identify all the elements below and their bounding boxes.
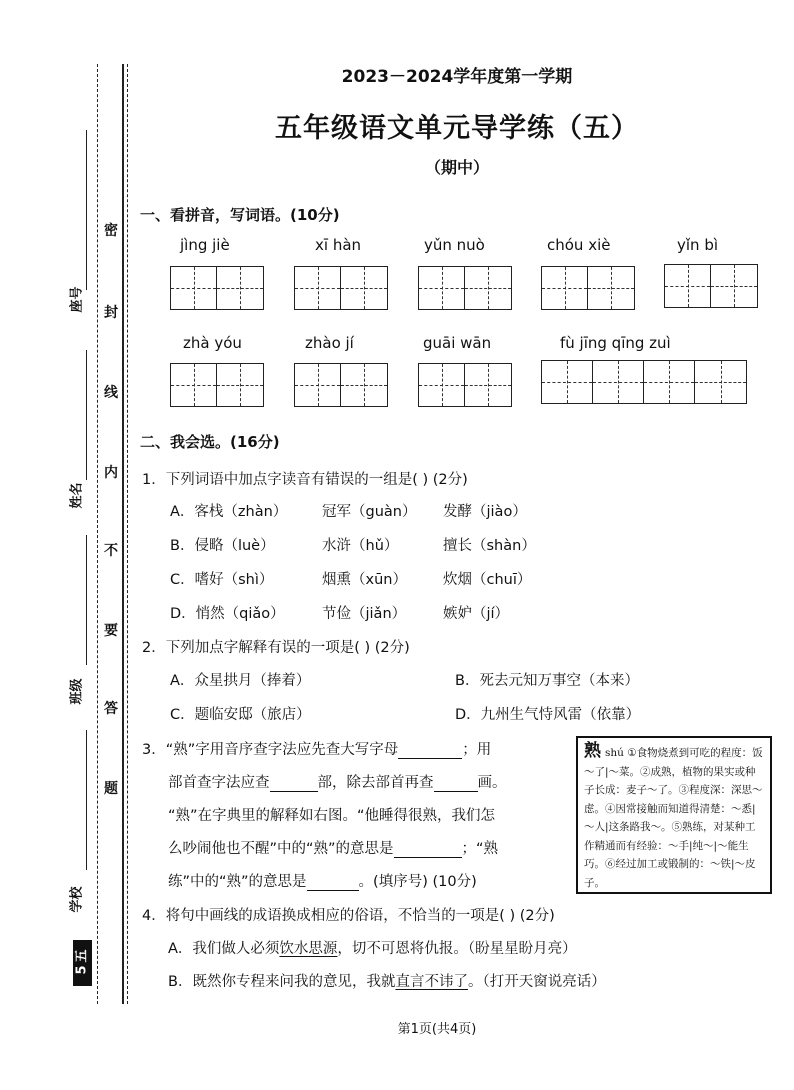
q4-a-pre: A．我们做人必须 xyxy=(168,941,280,957)
class-label: 班级 xyxy=(69,678,85,705)
grid-cell[interactable] xyxy=(593,361,644,403)
q4-b-underlined-idiom: 直言不讳了 xyxy=(395,974,468,990)
q4-option-b xyxy=(168,970,606,991)
seal-char-6: 要 xyxy=(104,623,118,639)
section1-heading: 一、看拼音，写词语。(10分) xyxy=(140,206,340,224)
seal-char-8: 题 xyxy=(104,781,118,797)
q2-option-d: D．九州生气恃风雷（依靠） xyxy=(455,707,641,723)
grid-cell[interactable] xyxy=(644,361,695,403)
writing-grid-row1-3[interactable] xyxy=(418,266,512,310)
q1-option-d-1: D．悄然（qiǎo） xyxy=(170,606,285,622)
q1-option-c-1: C．嗜好（shì） xyxy=(170,572,274,588)
q4-b-post: 。（打开天窗说亮话） xyxy=(467,974,606,990)
q2-option-a: A．众星拱月（捧着） xyxy=(170,673,311,689)
writing-grid-row1-1[interactable] xyxy=(170,266,264,310)
q3-line5 xyxy=(168,870,477,891)
school-label: 学校 xyxy=(69,886,85,913)
seal-char-3: 线 xyxy=(104,385,118,401)
grid-cell[interactable] xyxy=(217,364,263,406)
school-write-line xyxy=(86,730,87,870)
grid-cell[interactable] xyxy=(171,364,217,406)
q1-option-d-3: 嫉妒（jí） xyxy=(443,606,510,622)
q2-option-c: C．题临安邸（旅店） xyxy=(170,707,311,723)
pinyin-row1-4: chóu xiè xyxy=(547,236,611,254)
dictionary-headword: 熟 xyxy=(584,741,601,761)
writing-grid-row2-1[interactable] xyxy=(170,363,264,407)
q4-option-a xyxy=(168,937,577,958)
grid-cell[interactable] xyxy=(695,361,746,403)
q3-blank-radical[interactable] xyxy=(270,791,318,792)
q4-stem: 4．将句中画线的成语换成相应的俗语，不恰当的一项是( ) (2分) xyxy=(142,908,555,924)
q3-line2-text-c: 画。 xyxy=(477,775,507,791)
grid-cell[interactable] xyxy=(665,265,711,307)
writing-grid-row2-3[interactable] xyxy=(418,363,512,407)
name-write-line xyxy=(86,350,87,480)
q1-stem: 1．下列词语中加点字读音有错误的一组是( ) (2分) xyxy=(142,472,468,488)
q1-option-d-2: 节俭（jiǎn） xyxy=(322,606,407,622)
q4-b-pre: B．既然你专程来问我的意见，我就 xyxy=(168,974,396,990)
binding-solid-line xyxy=(122,64,124,1004)
class-write-line xyxy=(86,535,87,665)
q3-line4-text-a: 么吵闹他也不醒”中的“熟”的意思是 xyxy=(168,841,394,857)
section2-heading: 二、我会选。(16分) xyxy=(140,433,280,451)
page-subtitle: （期中） xyxy=(424,158,489,177)
q4-a-underlined-idiom: 饮水思源 xyxy=(279,941,338,957)
q1-option-b-1: B．侵略（luè） xyxy=(170,538,275,554)
grid-cell[interactable] xyxy=(171,267,217,309)
q1-option-b-2: 水浒（hǔ） xyxy=(322,538,399,554)
q1-option-a-2: 冠军（guàn） xyxy=(322,504,417,520)
q3-blank-strokes[interactable] xyxy=(434,791,478,792)
q3-blank-meaning1[interactable] xyxy=(394,857,462,858)
q4-a-post: ，切不可恩将仇报。（盼星星盼月亮） xyxy=(337,941,577,957)
binding-dashed-line-inner xyxy=(127,64,128,1004)
q3-line5-text-b: 。(填序号) (10分) xyxy=(358,874,477,890)
grid-cell[interactable] xyxy=(465,364,511,406)
q3-blank-letter[interactable] xyxy=(398,758,462,759)
q3-line1 xyxy=(142,738,491,759)
seal-char-4: 内 xyxy=(104,465,118,481)
writing-grid-row2-4[interactable] xyxy=(541,360,747,404)
q3-blank-meaning2[interactable] xyxy=(307,890,359,891)
page-footer: 第1页(共4页) xyxy=(397,1022,477,1037)
grid-cell[interactable] xyxy=(419,267,465,309)
pinyin-row2-1: zhà yóu xyxy=(183,334,242,352)
grid-cell[interactable] xyxy=(711,265,757,307)
q3-line2-text-b: 部，除去部首再查 xyxy=(317,775,434,791)
grid-cell[interactable] xyxy=(419,364,465,406)
seal-char-5: 不 xyxy=(104,543,118,559)
q3-line2 xyxy=(168,771,507,792)
grid-cell[interactable] xyxy=(295,267,341,309)
grid-cell[interactable] xyxy=(542,361,593,403)
grid-cell[interactable] xyxy=(542,267,588,309)
q3-line5-text-a: 练”中的“熟”的意思是 xyxy=(168,874,307,890)
q3-line4-text-b: ；“熟 xyxy=(461,841,499,857)
q3-line1-text-b: ；用 xyxy=(462,742,492,758)
name-label: 姓名 xyxy=(69,482,85,509)
pinyin-row2-2: zhào jí xyxy=(305,334,354,352)
q3-line3: “熟”在字典里的解释如右图。“他睡得很熟，我们怎 xyxy=(168,808,496,824)
seal-char-1: 密 xyxy=(104,223,118,239)
q2-option-b: B．死去元知万事空（本来） xyxy=(455,673,639,689)
writing-grid-row2-2[interactable] xyxy=(294,363,388,407)
tab-char-2: 5 xyxy=(74,965,90,975)
q1-option-b-3: 擅长（shàn） xyxy=(443,538,536,554)
pinyin-row2-3: guāi wān xyxy=(423,334,492,352)
pinyin-row1-3: yǔn nuò xyxy=(424,236,485,254)
q3-line2-text-a: 部首查字法应查 xyxy=(168,775,270,791)
grid-cell[interactable] xyxy=(465,267,511,309)
page-tab-mark xyxy=(73,940,92,986)
writing-grid-row1-4[interactable] xyxy=(541,266,635,310)
school-year: 2023－2024学年度第一学期 xyxy=(341,67,573,87)
writing-grid-row1-2[interactable] xyxy=(294,266,388,310)
binding-dashed-line-outer xyxy=(97,64,98,1004)
grid-cell[interactable] xyxy=(588,267,634,309)
page-title: 五年级语文单元导学练（五） xyxy=(275,113,639,144)
writing-grid-row1-5[interactable] xyxy=(664,264,758,308)
q3-line4 xyxy=(168,837,498,858)
pinyin-row1-2: xī hàn xyxy=(315,236,362,254)
grid-cell[interactable] xyxy=(295,364,341,406)
grid-cell[interactable] xyxy=(341,267,387,309)
pinyin-row1-5: yǐn bì xyxy=(677,236,719,254)
dictionary-text: shú ①食物烧煮到可吃的程度：饭～了|～菜。②成熟，植物的果实或种子长成：麦子～了。③程度深：深思～虑。④因常接触而知道得清楚：～悉|～人|这条路我～。⑤熟练，对某种工作精通而有经验：～手|纯～|～能生巧。⑥经过加工或锻制的：～铁|～皮子。 xyxy=(584,747,763,889)
q1-option-c-3: 炊烟（chuī） xyxy=(443,572,532,588)
dictionary-entry-box xyxy=(576,736,772,894)
seal-char-7: 答 xyxy=(104,701,118,717)
seat-label: 座号 xyxy=(69,286,85,313)
q1-option-a-3: 发酵（jiào） xyxy=(443,504,527,520)
q1-option-c-2: 烟熏（xūn） xyxy=(322,572,407,588)
tab-char-1: 五 xyxy=(74,949,90,963)
q3-line1-text-a: 3．“熟”字用音序查字法应先查大写字母 xyxy=(142,742,399,758)
pinyin-row2-4: fù jīng qīng zuì xyxy=(560,334,671,352)
pinyin-row1-1: jìng jiè xyxy=(180,236,230,254)
seat-write-line xyxy=(86,130,87,290)
grid-cell[interactable] xyxy=(341,364,387,406)
seal-char-2: 封 xyxy=(104,305,118,321)
q2-stem: 2．下列加点字解释有误的一项是( ) (2分) xyxy=(142,640,410,656)
q1-option-a-1: A．客栈（zhàn） xyxy=(170,504,288,520)
grid-cell[interactable] xyxy=(217,267,263,309)
